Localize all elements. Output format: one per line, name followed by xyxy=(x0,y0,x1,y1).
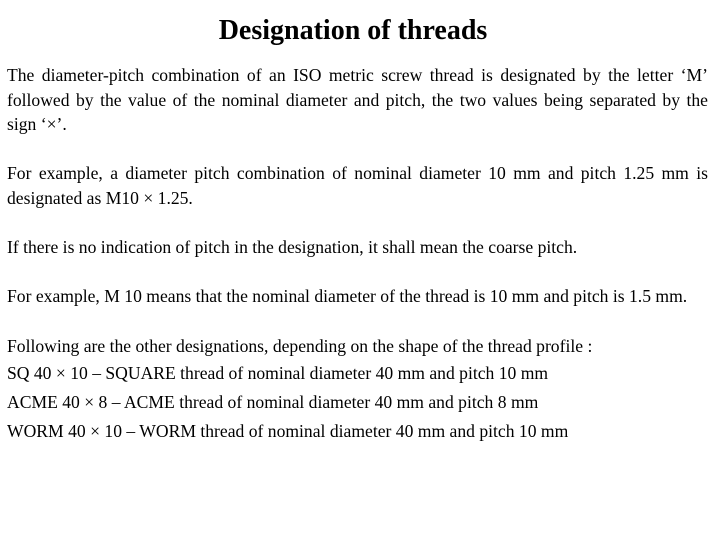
designation-worm: WORM 40 × 10 – WORM thread of nominal diameter 40 mm and pitch 10 mm xyxy=(7,420,569,441)
slide-title: Designation of threads xyxy=(218,15,488,46)
other-designations-block xyxy=(7,333,708,446)
designations-list xyxy=(7,359,708,446)
designations-intro: Following are the other designations, depending on the shape of the thread profile : xyxy=(7,335,593,356)
paragraph-example-m10-1-25: For example, a diameter pitch combination of nominal diameter 10 mm and pitch 1.25 mm is designated as M10 × 1.25. xyxy=(7,163,708,208)
designation-square: SQ 40 × 10 – SQUARE thread of nominal diameter 40 mm and pitch 10 mm xyxy=(7,362,549,383)
paragraph-example-m10: For example, M 10 means that the nominal diameter of the thread is 10 mm and pitch is 1.5 mm. xyxy=(7,285,688,306)
paragraph-designation-rule: The diameter-pitch combination of an ISO metric screw thread is designated by the letter ‘M’ followed by the value of the nominal diameter and pitch, the two values being separated by the sign ‘×’. xyxy=(7,65,708,134)
paragraph-coarse-pitch-rule: If there is no indication of pitch in the designation, it shall mean the coarse pitch. xyxy=(7,236,578,257)
designation-acme: ACME 40 × 8 – ACME thread of nominal diameter 40 mm and pitch 8 mm xyxy=(7,391,539,412)
slide-body xyxy=(7,63,708,446)
